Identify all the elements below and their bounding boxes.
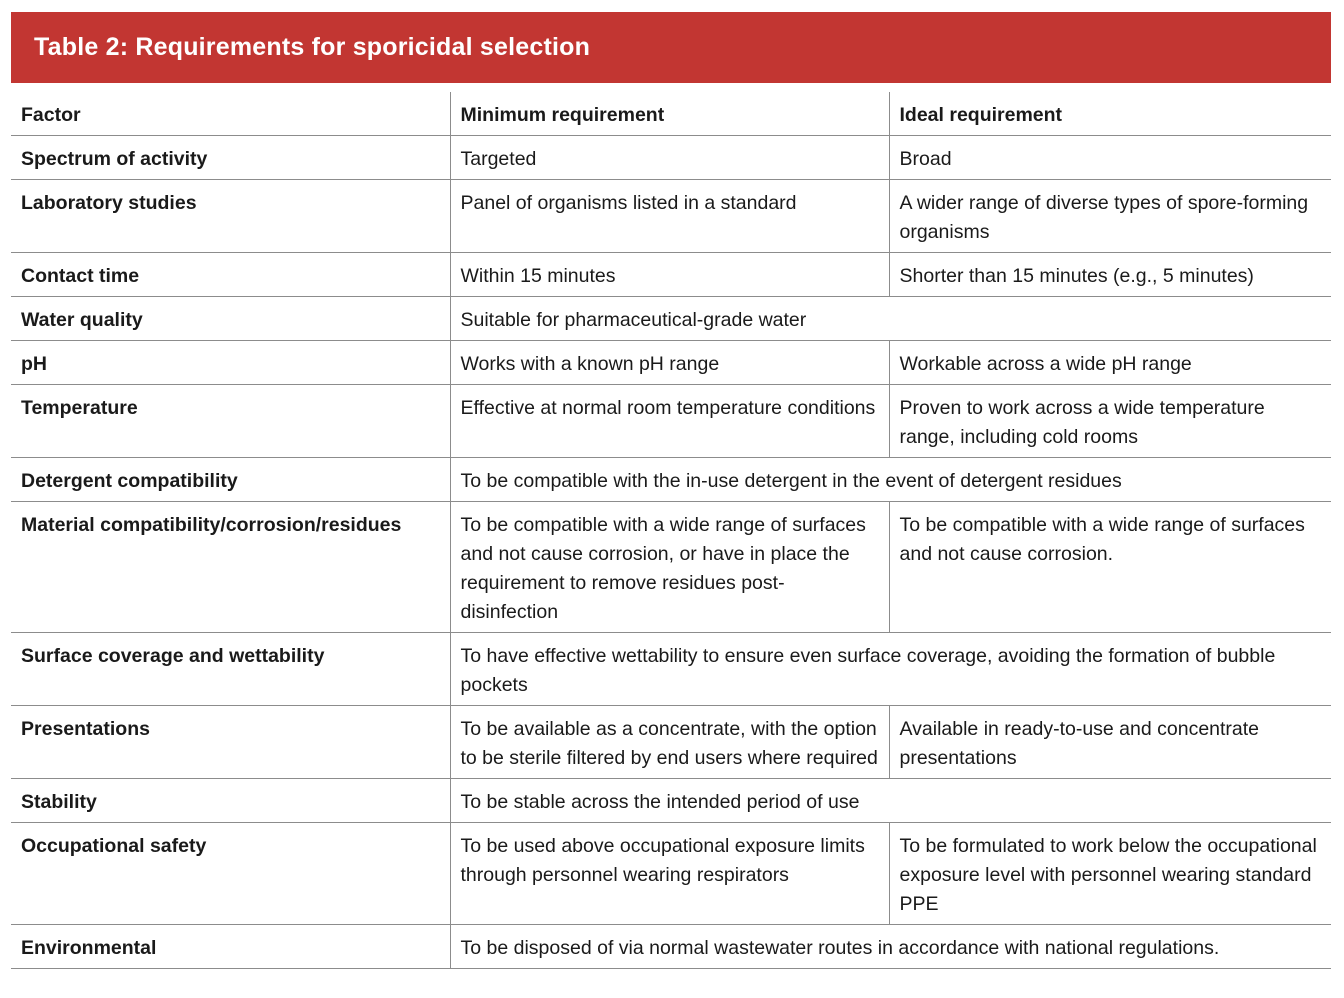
table-row bbox=[11, 458, 1331, 502]
factor-cell: Stability bbox=[11, 779, 450, 823]
ideal-cell: Shorter than 15 minutes (e.g., 5 minutes) bbox=[889, 253, 1331, 297]
combined-cell: To be compatible with the in-use detergent in the event of detergent residues bbox=[450, 458, 1331, 502]
table-title-bar bbox=[11, 12, 1331, 83]
ideal-cell: Broad bbox=[889, 136, 1331, 180]
ideal-cell: Workable across a wide pH range bbox=[889, 341, 1331, 385]
requirements-table bbox=[11, 92, 1331, 969]
combined-cell: To have effective wettability to ensure even surface coverage, avoiding the formation of bubble pockets bbox=[450, 633, 1331, 706]
factor-cell: Surface coverage and wettability bbox=[11, 633, 450, 706]
factor-cell: Occupational safety bbox=[11, 823, 450, 925]
minimum-cell: Targeted bbox=[450, 136, 889, 180]
ideal-cell: Available in ready-to-use and concentrate presentations bbox=[889, 706, 1331, 779]
table-row bbox=[11, 706, 1331, 779]
combined-cell: Suitable for pharmaceutical-grade water bbox=[450, 297, 1331, 341]
factor-cell: Detergent compatibility bbox=[11, 458, 450, 502]
factor-cell: Material compatibility/corrosion/residues bbox=[11, 502, 450, 633]
table-row bbox=[11, 136, 1331, 180]
combined-cell: To be stable across the intended period of use bbox=[450, 779, 1331, 823]
combined-cell: To be disposed of via normal wastewater routes in accordance with national regulations. bbox=[450, 925, 1331, 969]
ideal-cell: To be compatible with a wide range of surfaces and not cause corrosion. bbox=[889, 502, 1331, 633]
table-row bbox=[11, 341, 1331, 385]
header-factor: Factor bbox=[21, 104, 81, 126]
factor-cell: Laboratory studies bbox=[11, 180, 450, 253]
table-header-row bbox=[11, 92, 1331, 136]
table-row bbox=[11, 633, 1331, 706]
minimum-cell: Panel of organisms listed in a standard bbox=[450, 180, 889, 253]
minimum-cell: To be compatible with a wide range of surfaces and not cause corrosion, or have in place the requirement to remove residues post-disinfection bbox=[450, 502, 889, 633]
factor-cell: pH bbox=[11, 341, 450, 385]
table-row bbox=[11, 502, 1331, 633]
minimum-cell: Within 15 minutes bbox=[450, 253, 889, 297]
factor-cell: Water quality bbox=[11, 297, 450, 341]
header-ideal: Ideal requirement bbox=[889, 92, 1331, 136]
table-row bbox=[11, 823, 1331, 925]
factor-cell: Environmental bbox=[11, 925, 450, 969]
minimum-cell: To be available as a concentrate, with the option to be sterile filtered by end users where required bbox=[450, 706, 889, 779]
ideal-cell: Proven to work across a wide temperature range, including cold rooms bbox=[889, 385, 1331, 458]
factor-cell: Presentations bbox=[11, 706, 450, 779]
factor-cell: Contact time bbox=[11, 253, 450, 297]
table-row bbox=[11, 253, 1331, 297]
ideal-cell: To be formulated to work below the occupational exposure level with personnel wearing standard PPE bbox=[889, 823, 1331, 925]
table-row bbox=[11, 779, 1331, 823]
factor-cell: Temperature bbox=[11, 385, 450, 458]
minimum-cell: Effective at normal room temperature conditions bbox=[450, 385, 889, 458]
table-row bbox=[11, 925, 1331, 969]
table-row bbox=[11, 385, 1331, 458]
table-row bbox=[11, 180, 1331, 253]
ideal-cell: A wider range of diverse types of spore-forming organisms bbox=[889, 180, 1331, 253]
header-minimum: Minimum requirement bbox=[450, 92, 889, 136]
table-row bbox=[11, 297, 1331, 341]
minimum-cell: To be used above occupational exposure limits through personnel wearing respirators bbox=[450, 823, 889, 925]
table-title: Table 2: Requirements for sporicidal selection bbox=[34, 33, 591, 61]
minimum-cell: Works with a known pH range bbox=[450, 341, 889, 385]
factor-cell: Spectrum of activity bbox=[11, 136, 450, 180]
